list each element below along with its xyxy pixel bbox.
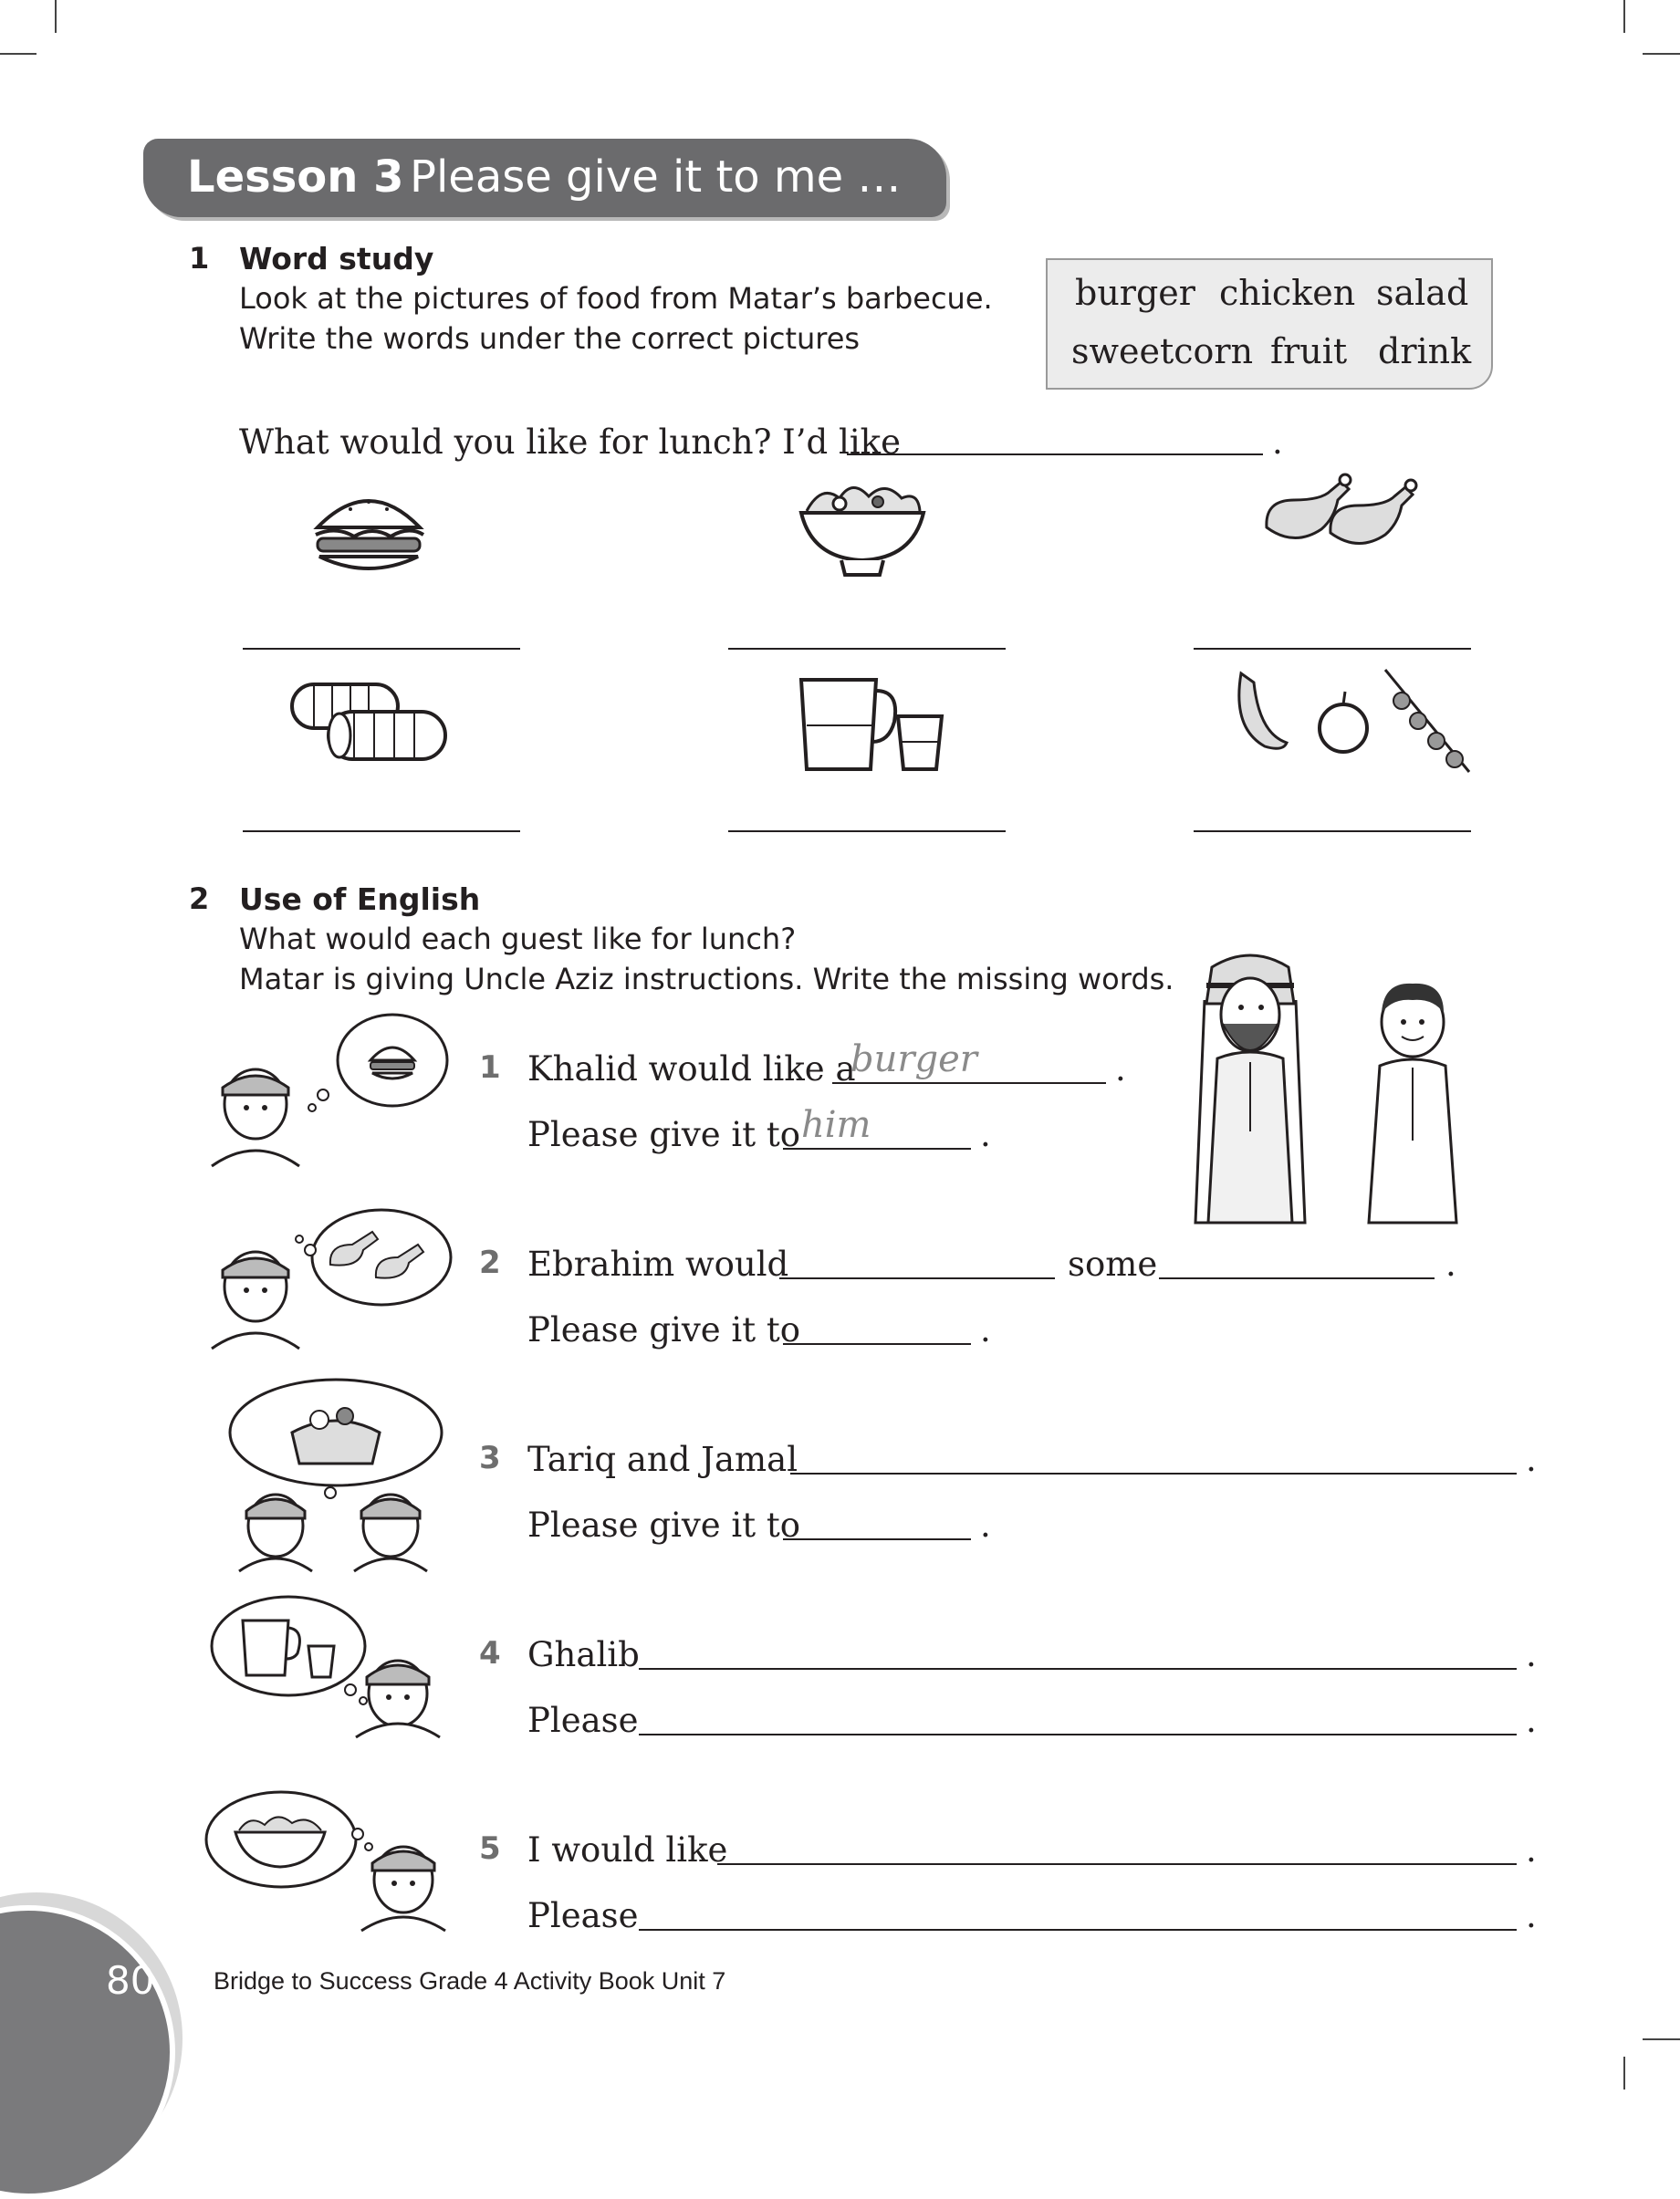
item-4-line1-blank[interactable] xyxy=(639,1668,1517,1670)
answer-line-drink[interactable] xyxy=(728,830,1006,832)
chicken-icon xyxy=(1257,473,1435,564)
word-burger: burger xyxy=(1075,273,1195,313)
section1-number: 1 xyxy=(189,241,210,276)
item-2-line1-period: . xyxy=(1445,1245,1456,1284)
answer-line-fruit[interactable] xyxy=(1194,830,1471,832)
item-3-line1-blank[interactable] xyxy=(790,1473,1517,1475)
section2-number: 2 xyxy=(189,881,210,916)
item-5-line1-text: I would like xyxy=(527,1830,728,1870)
section1-heading: Word study xyxy=(239,241,434,276)
item-1-line2-period: . xyxy=(980,1115,991,1154)
item-4-line1-period: . xyxy=(1526,1635,1537,1674)
lesson-title: Please give it to me … xyxy=(410,151,902,203)
footer-text xyxy=(214,1967,725,1996)
section1-instruction-2: Write the words under the correct pictures xyxy=(239,321,861,356)
item-5-line2-blank[interactable] xyxy=(639,1929,1517,1931)
item-2-line2-text: Please give it to xyxy=(527,1310,801,1350)
footer-series: Bridge to Success xyxy=(214,1967,412,1995)
item-2-line1-mid: some xyxy=(1068,1245,1158,1284)
item-1-line1-text: Khalid would like a xyxy=(527,1049,856,1089)
item-1-number: 1 xyxy=(479,1049,501,1086)
item-5-line1-blank[interactable] xyxy=(717,1863,1517,1865)
lunch-prompt: What would you like for lunch? I’d like xyxy=(239,422,901,462)
item-2-line2-blank[interactable] xyxy=(783,1343,971,1345)
item-2-line1-text: Ebrahim would xyxy=(527,1245,789,1284)
answer-line-salad[interactable] xyxy=(728,648,1006,650)
khalid-thinking-burger-illustration xyxy=(203,1007,449,1168)
item-5-line2-period: . xyxy=(1526,1896,1537,1935)
item-4-number: 4 xyxy=(479,1635,501,1672)
page-number: 80 xyxy=(106,1958,155,2003)
section2-instruction-2: Matar is giving Uncle Aziz instructions. Write the missing words. xyxy=(239,962,1174,996)
word-chicken: chicken xyxy=(1219,273,1356,313)
item-3-line2-period: . xyxy=(980,1506,991,1545)
section2-instruction-1: What would each guest like for lunch? xyxy=(239,922,797,956)
item-3-line2-text: Please give it to xyxy=(527,1506,801,1545)
word-sweetcorn: sweetcorn xyxy=(1071,331,1254,371)
lunch-prompt-end: . xyxy=(1272,422,1283,462)
tariq-and-jamal-thinking-fruit-illustration xyxy=(221,1372,449,1573)
item-2-number: 2 xyxy=(479,1245,501,1281)
item-1-line2-text: Please give it to xyxy=(527,1115,801,1154)
item-1-answer2[interactable]: him xyxy=(801,1104,871,1146)
fruit-icon xyxy=(1223,664,1482,777)
item-3-line2-blank[interactable] xyxy=(783,1538,971,1540)
item-2-line1-blank-b[interactable] xyxy=(1159,1277,1435,1279)
item-5-number: 5 xyxy=(479,1830,501,1867)
item-1-answer1[interactable]: burger xyxy=(850,1038,977,1080)
boy-thinking-salad-illustration xyxy=(201,1788,454,1933)
item-1-line2-blank[interactable] xyxy=(783,1148,971,1150)
burger-icon xyxy=(308,482,429,582)
section1-instruction-1: Look at the pictures of food from Matar’s barbecue. xyxy=(239,281,993,316)
lunch-answer-line[interactable] xyxy=(847,453,1263,455)
item-4-line2-blank[interactable] xyxy=(639,1734,1517,1735)
ebrahim-thinking-chicken-illustration xyxy=(203,1204,458,1350)
lesson-number: Lesson 3 xyxy=(187,151,404,203)
drink-icon xyxy=(787,671,947,776)
word-salad: salad xyxy=(1376,273,1469,313)
item-3-number: 3 xyxy=(479,1440,501,1476)
lesson-banner xyxy=(143,139,946,217)
word-box xyxy=(1046,258,1493,390)
ghalib-thinking-drink-illustration xyxy=(206,1593,453,1739)
item-1-line1-blank[interactable] xyxy=(832,1082,1106,1084)
section2-heading: Use of English xyxy=(239,881,481,917)
item-5-line2-text: Please xyxy=(527,1896,639,1935)
item-2-line2-period: . xyxy=(980,1310,991,1350)
item-4-line2-text: Please xyxy=(527,1701,639,1740)
salad-icon xyxy=(794,474,931,584)
item-2-line1-blank-a[interactable] xyxy=(779,1277,1055,1279)
item-3-line1-text: Tariq and Jamal xyxy=(527,1440,798,1479)
item-4-line1-text: Ghalib xyxy=(527,1635,640,1674)
footer-book: Grade 4 Activity Book Unit 7 xyxy=(419,1967,726,1995)
sweetcorn-icon xyxy=(287,677,451,768)
item-5-line1-period: . xyxy=(1526,1830,1537,1870)
answer-line-chicken[interactable] xyxy=(1194,648,1471,650)
item-1-line1-period: . xyxy=(1115,1049,1126,1089)
item-3-line1-period: . xyxy=(1526,1440,1537,1479)
answer-line-sweetcorn[interactable] xyxy=(243,830,520,832)
answer-line-burger[interactable] xyxy=(243,648,520,650)
word-fruit: fruit xyxy=(1270,331,1348,371)
item-4-line2-period: . xyxy=(1526,1701,1537,1740)
word-drink: drink xyxy=(1378,331,1472,371)
uncle-aziz-and-matar-illustration xyxy=(1186,949,1487,1241)
